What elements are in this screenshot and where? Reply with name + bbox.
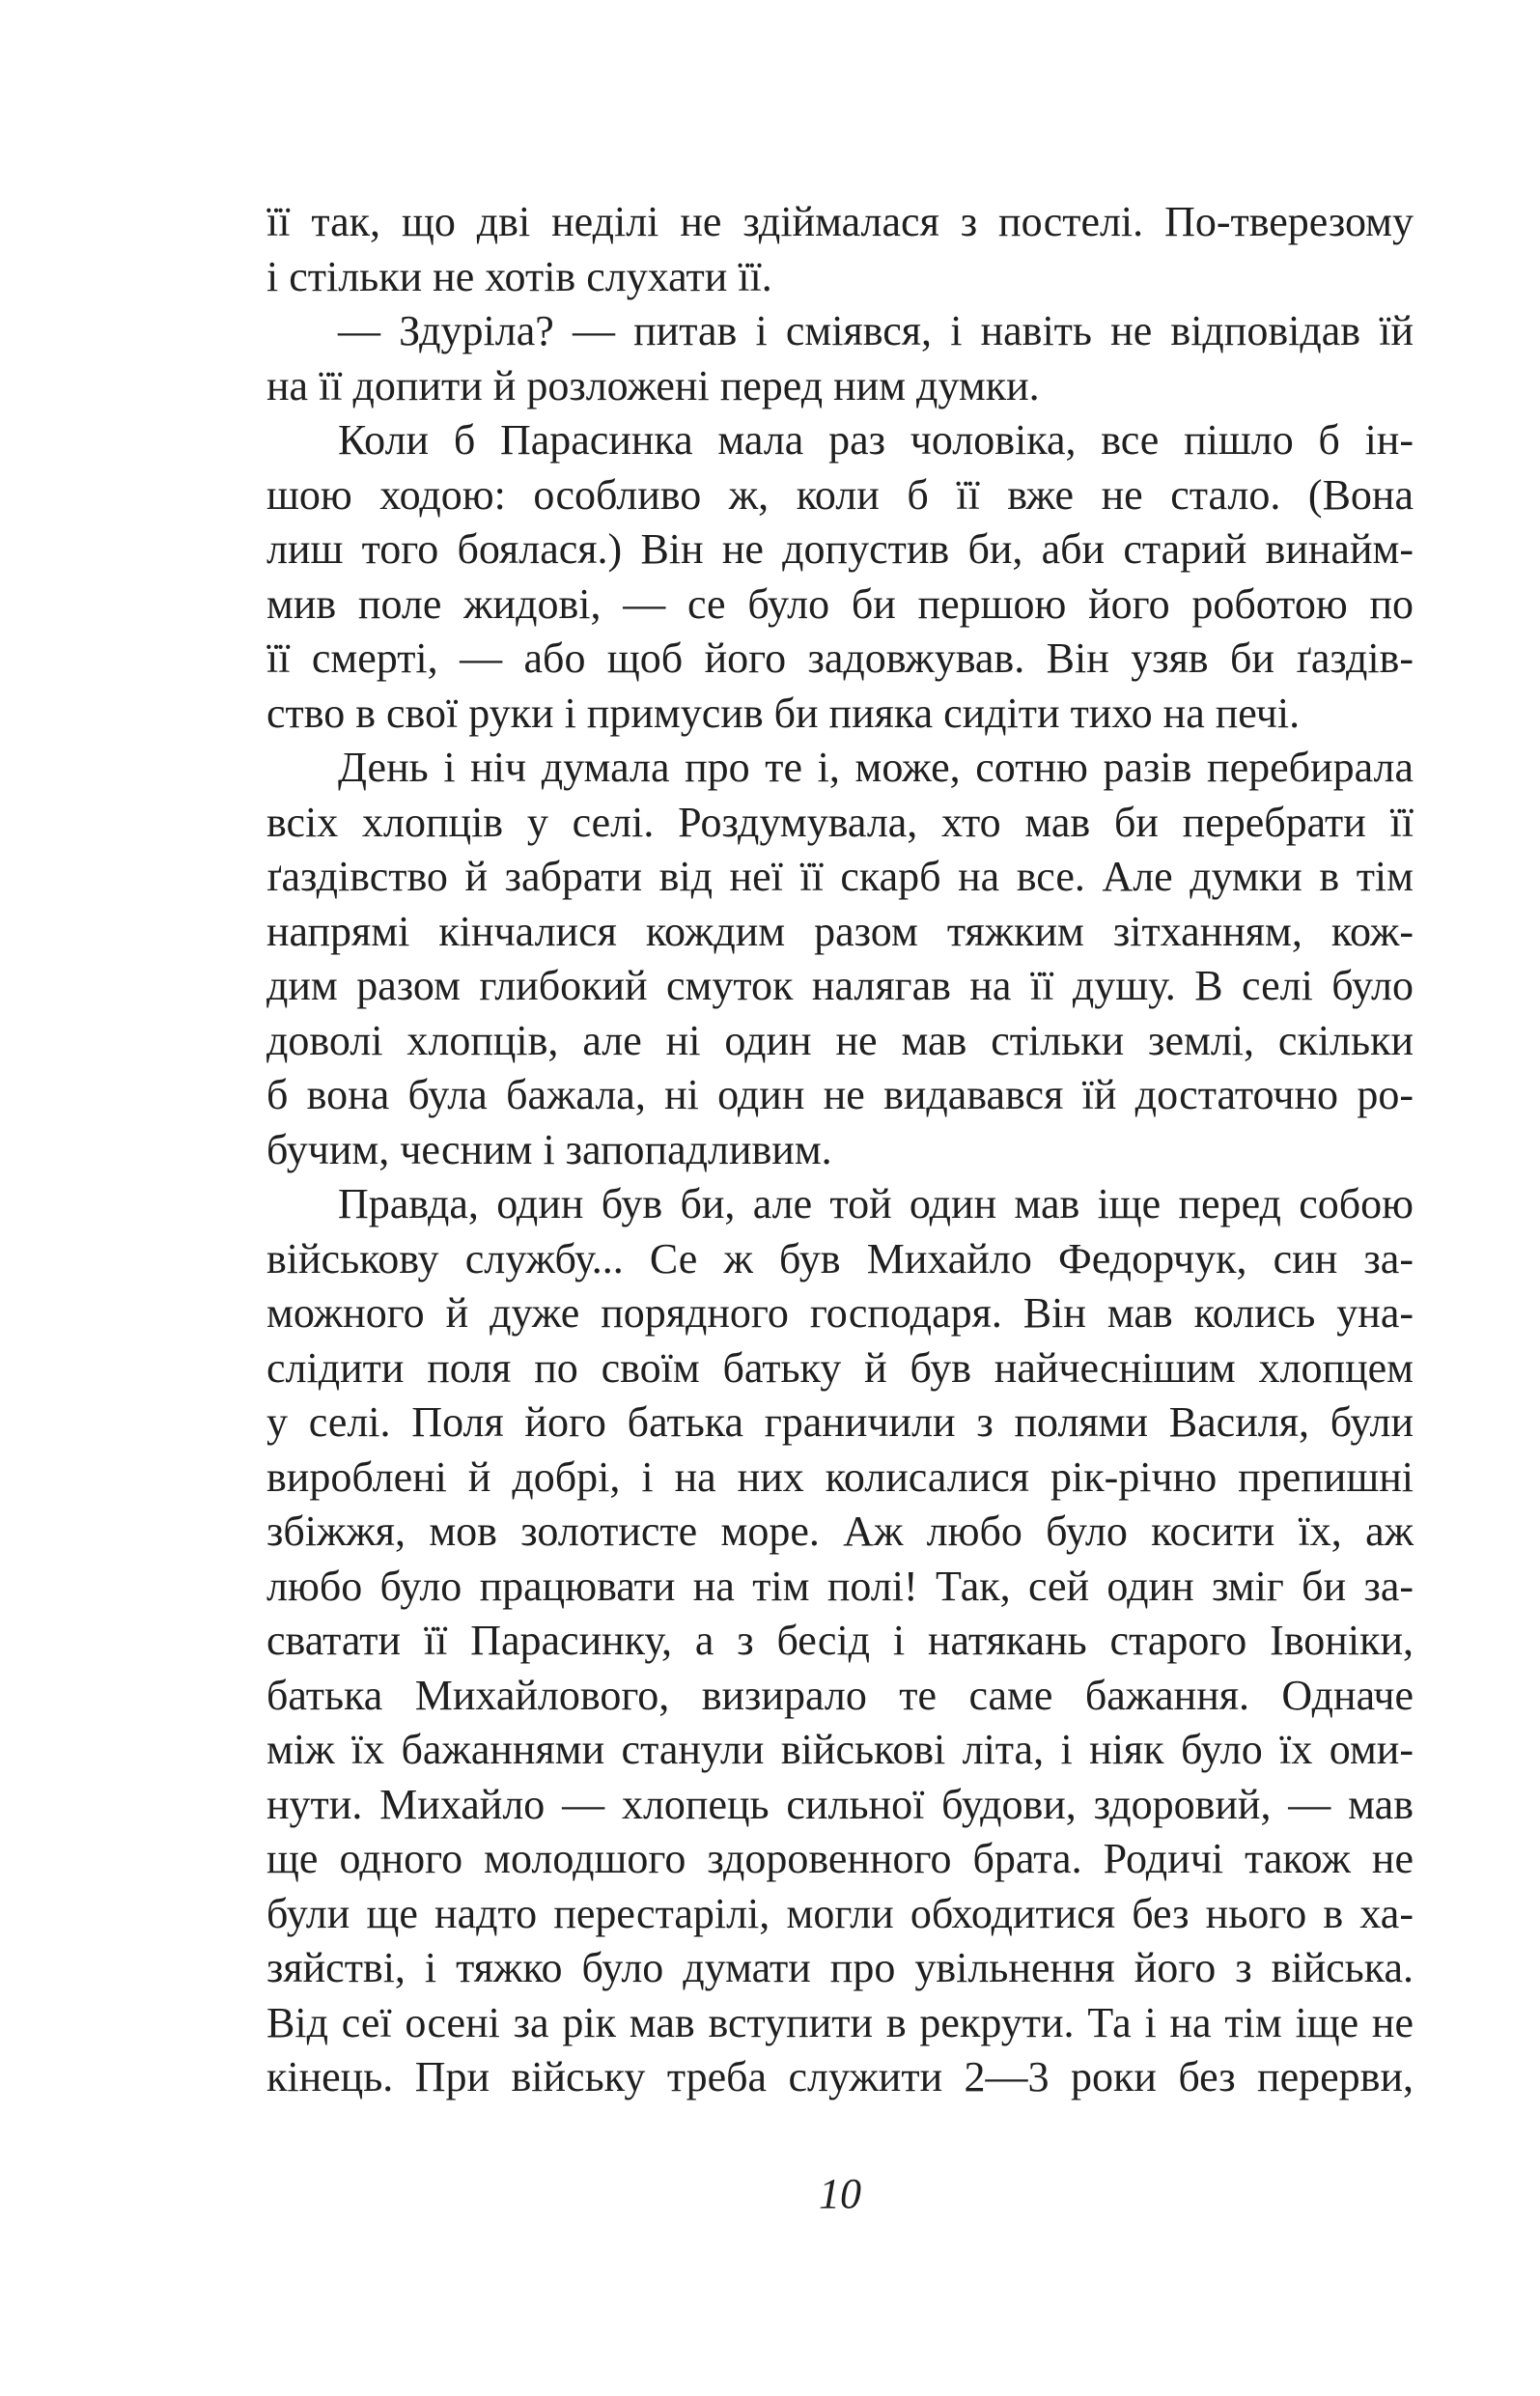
text-line: і стільки не хотів слухати її.	[266, 252, 772, 300]
text-line: її смерті, — або щоб його задовжував. Він узяв би ґаздів-	[266, 634, 1414, 682]
text-line: День і ніч думала про те і, може, сотню разів перебирала	[338, 744, 1414, 791]
text-line: Правда, один був би, але той один мав іще перед собою	[338, 1180, 1414, 1227]
text-line: кінець. При війську треба служити 2—3 роки без перерви,	[266, 2053, 1414, 2100]
text-line: бучим, чесним і запопадливим.	[266, 1125, 832, 1173]
text-line: б вона була бажала, ні один не видавався їй достаточно ро-	[266, 1071, 1414, 1118]
text-line: зяйстві, і тяжко було думати про увільнення його з війська.	[266, 1944, 1414, 1991]
text-line: військову службу... Се ж був Михайло Федорчук, син за-	[266, 1234, 1414, 1283]
text-line: на її допити й розложені перед ним думки.	[266, 361, 1040, 409]
text-line: дим разом глибокий смуток налягав на її душу. В селі було	[266, 962, 1414, 1009]
text-line: збіжжя, мов золотисте море. Аж любо було косити їх, аж	[266, 1508, 1414, 1555]
text-line: Коли б Парасинка мала раз чоловіка, все пішло б ін-	[338, 416, 1414, 464]
text-line: ство в свої руки і примусив би пияка сидіти тихо на печі.	[266, 689, 1301, 737]
page-number: 10	[819, 2170, 861, 2217]
text-line: любо було працювати на тім полі! Так, сей один зміг би за-	[266, 1562, 1414, 1610]
text-line: мив поле жидові, — се було би першою його роботою по	[266, 579, 1414, 628]
text-line: доволі хлопців, але ні один не мав стільки землі, скільки	[266, 1016, 1414, 1064]
text-line: можного й дуже порядного господаря. Він мав колись уна-	[266, 1289, 1414, 1337]
text-line: між їх бажаннями станули військові літа, і ніяк було їх оми-	[266, 1726, 1414, 1773]
text-line: були ще надто перестарілі, могли обходитися без нього в ха-	[266, 1889, 1414, 1937]
text-line: батька Михайлового, визирало те саме бажання. Одначе	[266, 1671, 1414, 1719]
text-line: її так, що дві неділі не здіймалася з постелі. По-тверезому	[266, 198, 1414, 245]
text-line: — Здуріла? — питав і сміявся, і навіть не відповідав їй	[338, 307, 1414, 354]
text-line: шою ходою: особливо ж, коли б її вже не стало. (Вона	[266, 470, 1414, 519]
body-text	[266, 195, 1414, 2105]
text-line: нути. Михайло — хлопець сильної будови, здоровий, — мав	[266, 1780, 1414, 1828]
text-line: слідити поля по своїм батьку й був найчеснішим хлопцем	[266, 1343, 1414, 1392]
text-line: напрямі кінчалися кождим разом тяжким зітханням, кож-	[266, 907, 1414, 955]
text-line: сватати її Парасинку, а з бесід і натякань старого Івоніки,	[266, 1617, 1414, 1664]
text-line: ґаздівство й забрати від неї її скарб на все. Але думки в тім	[266, 853, 1414, 900]
text-line: всіх хлопців у селі. Роздумувала, хто мав би перебрати її	[266, 798, 1414, 846]
text-line: у селі. Поля його батька граничили з полями Василя, були	[266, 1398, 1414, 1446]
text-line: Від сеї осені за рік мав вступити в рекрути. Та і на тім іще не	[266, 1998, 1414, 2046]
text-line: ще одного молодшого здоровенного брата. Родичі також не	[266, 1835, 1414, 1882]
text-line: лиш того боялася.) Він не допустив би, аби старий винайм-	[266, 525, 1414, 573]
text-line: вироблені й добрі, і на них колисалися рік-річно препишні	[266, 1452, 1414, 1501]
